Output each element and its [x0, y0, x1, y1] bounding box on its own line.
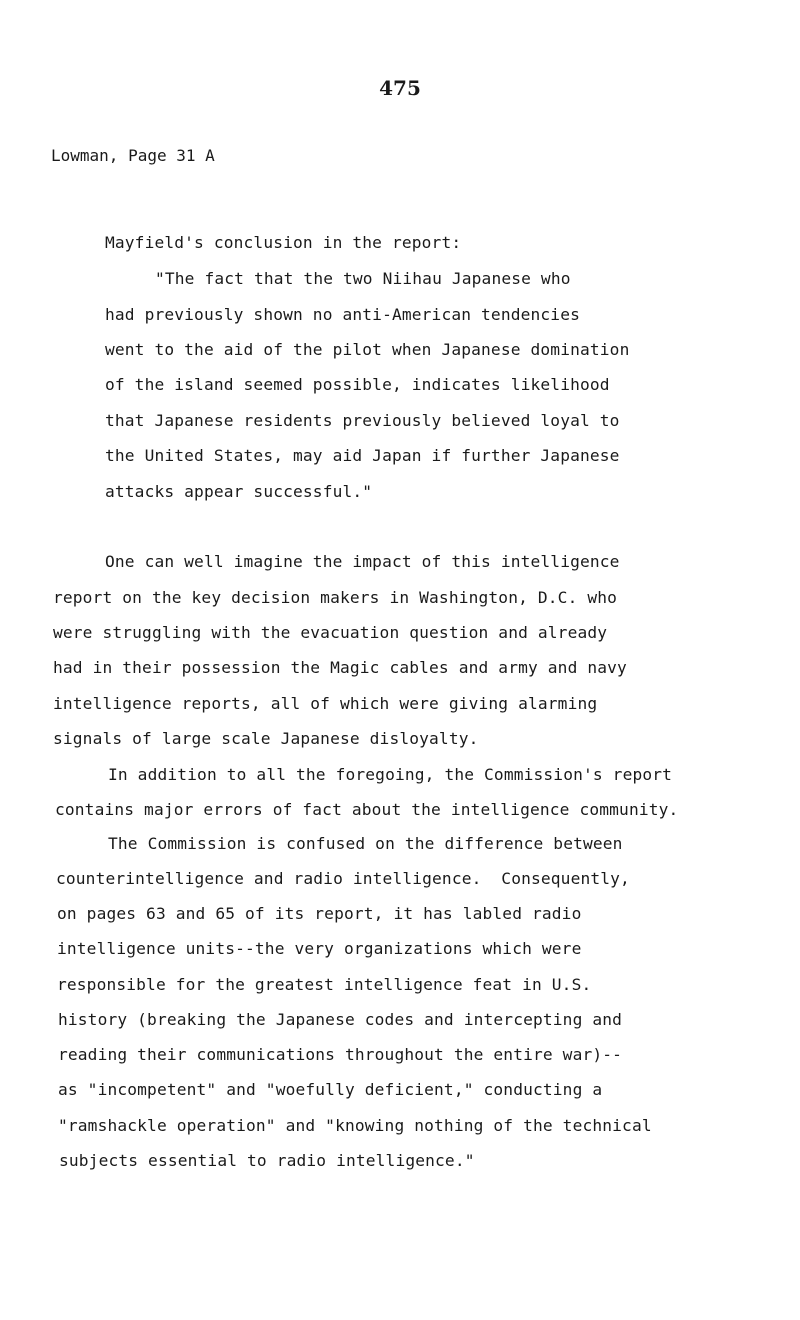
paragraph-line: The Commission is confused on the difference between: [108, 834, 623, 853]
paragraph-line: responsible for the greatest intelligence feat in U.S.: [57, 975, 592, 994]
paragraph-line: report on the key decision makers in Washington, D.C. who: [53, 588, 618, 607]
quote-line: that Japanese residents previously believed loyal to: [105, 411, 620, 430]
paragraph-line: subjects essential to radio intelligence.": [59, 1151, 475, 1170]
quote-line: went to the aid of the pilot when Japanese domination: [105, 340, 630, 359]
paragraph-line: on pages 63 and 65 of its report, it has labled radio: [57, 904, 582, 923]
paragraph-line: as "incompetent" and "woefully deficient," conducting a: [58, 1080, 603, 1099]
paragraph-line: history (breaking the Japanese codes and intercepting and: [58, 1010, 623, 1029]
page-header: Lowman, Page 31 A: [51, 146, 215, 165]
quote-line: of the island seemed possible, indicates likelihood: [105, 375, 610, 394]
paragraph-line: "ramshackle operation" and "knowing nothing of the technical: [58, 1116, 652, 1135]
quote-intro: Mayfield's conclusion in the report:: [105, 233, 462, 252]
paragraph-line: signals of large scale Japanese disloyalty.: [53, 729, 479, 748]
paragraph-line: were struggling with the evacuation question and already: [53, 623, 608, 642]
paragraph-line: In addition to all the foregoing, the Commission's report: [108, 765, 673, 784]
quote-line: had previously shown no anti-American tendencies: [105, 305, 580, 324]
paragraph-line: intelligence units--the very organizations which were: [57, 939, 582, 958]
quote-line: the United States, may aid Japan if further Japanese: [105, 446, 620, 465]
quote-line: attacks appear successful.": [105, 482, 373, 501]
paragraph-line: contains major errors of fact about the intelligence community.: [55, 800, 679, 819]
paragraph-line: had in their possession the Magic cables and army and navy: [53, 658, 627, 677]
paragraph-line: reading their communications throughout the entire war)--: [58, 1045, 623, 1064]
paragraph-line: One can well imagine the impact of this intelligence: [105, 552, 620, 571]
paragraph-line: intelligence reports, all of which were giving alarming: [53, 694, 598, 713]
page-number: 475: [379, 76, 421, 100]
quote-line: "The fact that the two Niihau Japanese who: [155, 269, 571, 288]
paragraph-line: counterintelligence and radio intelligence. Consequently,: [56, 869, 630, 888]
